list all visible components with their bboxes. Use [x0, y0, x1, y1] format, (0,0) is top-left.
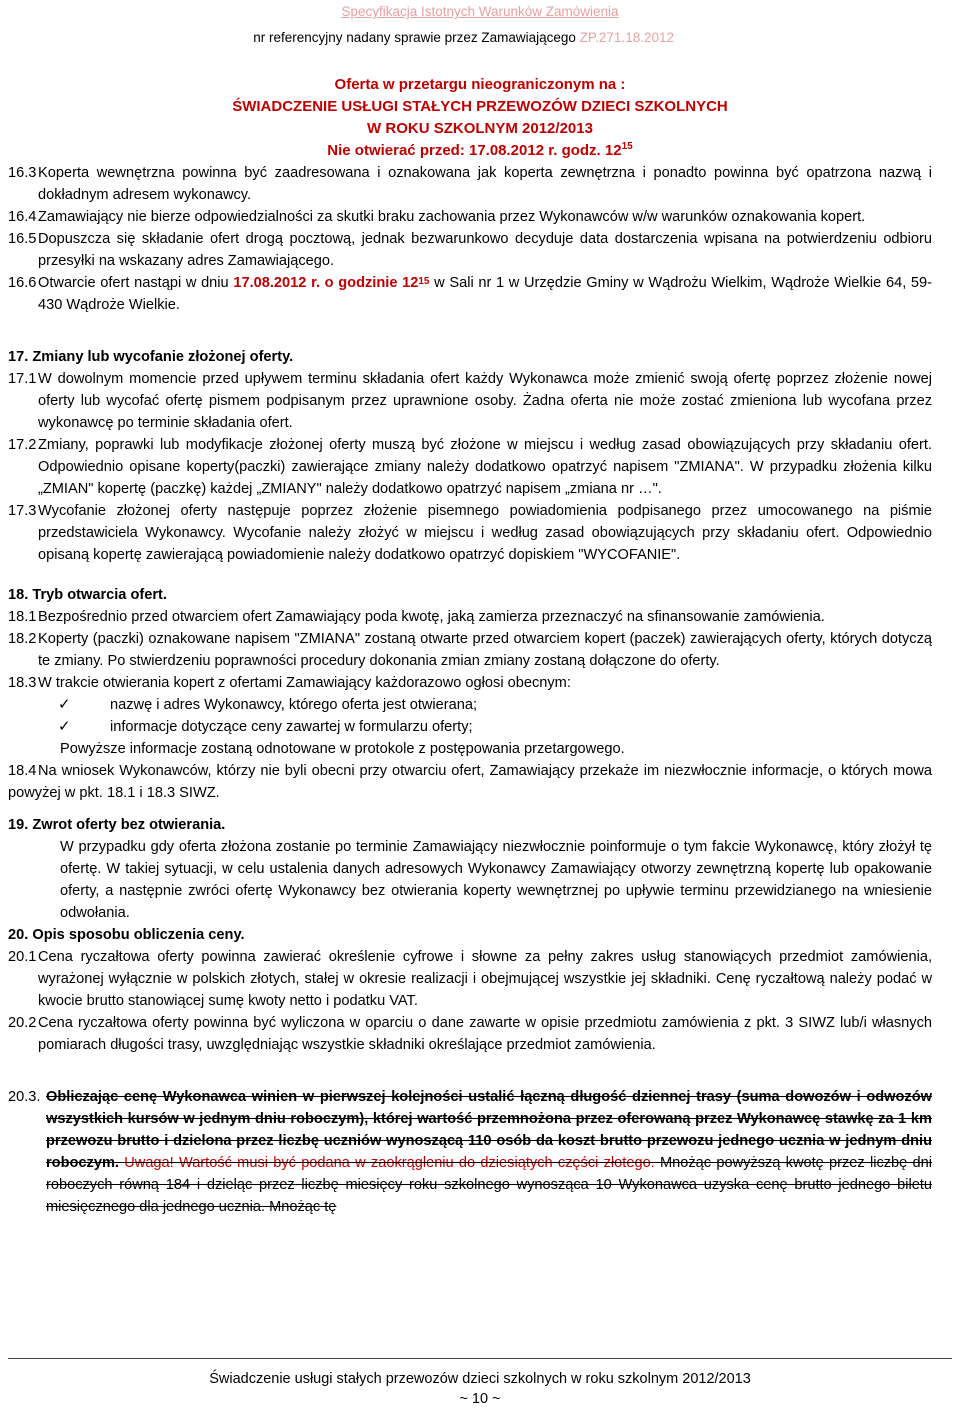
- para-text: Zamawiający nie bierze odpowiedzialności za skutki braku zachowania przez Wykonawców w/w warunków oznakowania kopert.: [38, 209, 866, 225]
- para-16-3: [8, 162, 932, 206]
- para-number: 18.2: [8, 631, 37, 647]
- para-number: 17.3: [8, 503, 37, 519]
- para-number: 16.6: [8, 275, 37, 291]
- para-number: 17.2: [8, 437, 37, 453]
- para-text: Na wniosek Wykonawców, którzy nie byli obecni przy otwarciu ofert, Zamawiający przekaże im niezwłocznie informacje, o których mowa powyżej w pkt. 18.1 i 18.3 SIWZ.: [8, 763, 932, 801]
- para-18-3-after: Powyższe informacje zostaną odnotowane w protokole z postępowania przetargowego.: [60, 741, 625, 757]
- para-16-4: [8, 206, 932, 228]
- opening-date: 17.08.2012 r. o godzinie $12^{15}$: [233, 275, 430, 291]
- checkmark-icon: ✓: [58, 696, 71, 713]
- para-text: W dowolnym momencie przed upływem terminu składania ofert każdy Wykonawca może zmienić swoją ofertę poprzez złożenie nowej oferty lub wycofać ofertę pismem podpisanym przez uprawnione osoby. Żadna oferta nie może zostać zmieniona lub wycofana przez wykonawcę po terminie składania ofert.: [38, 371, 932, 431]
- para-16-6: [8, 272, 932, 316]
- para-number: 20.2: [8, 1015, 37, 1031]
- para-17-1: [8, 368, 932, 434]
- checklist-text: nazwę i adres Wykonawcy, którego oferta jest otwierana;: [110, 697, 478, 713]
- para-number: 17.1: [8, 371, 37, 387]
- ref-number: ZP.271.18.2012: [579, 30, 674, 45]
- section-19-heading: 19. Zwrot oferty bez otwierania.: [8, 817, 226, 833]
- para-number: 20.3.: [8, 1089, 41, 1105]
- page-number: ~ 10 ~: [459, 1391, 501, 1407]
- spec-title: Specyfikacja Istotnych Warunków Zamówienia: [341, 4, 619, 19]
- para-20-2: [8, 1012, 932, 1056]
- document-body: [8, 162, 932, 1218]
- para-text: Zmiany, poprawki lub modyfikacje złożonej oferty muszą być złożone w miejscu i według zasad obowiązujących przy składaniu ofert. Odpowiednio opisane koperty(paczki) zawierające zmiany należy dodatkowo opatrzyć napisem "ZMIANA". W przypadku złożenia kilku „ZMIAN" kopertę (paczkę) każdej „ZMIANY" należy dodatkowo opatrzyć napisem „zmiana nr …".: [38, 437, 932, 497]
- section-20-heading: 20. Opis sposobu obliczenia ceny.: [8, 927, 245, 943]
- warning-text: Uwaga! Wartość musi być podana w zaokrągleniu do dziesiątych części złotego.: [124, 1155, 655, 1171]
- section-17-heading: 17. Zmiany lub wycofanie złożonej oferty.: [8, 349, 294, 365]
- ref-prefix: nr referencyjny nadany sprawie przez Zamawiającego: [253, 30, 576, 45]
- title-line-4: Nie otwierać przed: 17.08.2012 r. godz. $12^{15}$: [327, 141, 633, 159]
- para-text: Wycofanie złożonej oferty następuje poprzez złożenie pisemnego powiadomienia podpisanego przez umocowanego na piśmie przedstawiciela Wykonawcy. Wycofanie należy złożyć w miejscu i według zasad obowiązujących przy składaniu ofert. Odpowiednio opisaną kopertę zawierającą powiadomienie należy dodatkowo opatrzyć dopiskiem "WYCOFANIE".: [38, 503, 932, 563]
- para-18-2: [8, 628, 932, 672]
- para-number: 16.4: [8, 209, 37, 225]
- para-text: Koperty (paczki) oznakowane napisem "ZMIANA" zostaną otwarte przed otwarciem kopert (paczek) zawierających oferty, których dotyczą te zmiany. Po stwierdzeniu poprawności procedury dokonania zmian zmiany zostaną dołączone do oferty.: [38, 631, 932, 669]
- para-number: 16.3: [8, 165, 37, 181]
- para-text: Dopuszcza się składanie ofert drogą pocztową, jednak bezwarunkowo decyduje data dostarczenia wpisana na potwierdzeniu odbioru przesyłki na wskazany adres Zamawiającego.: [38, 231, 932, 269]
- para-number: 16.5: [8, 231, 37, 247]
- reference-header: [253, 30, 674, 45]
- para-text: Cena ryczałtowa oferty powinna być wyliczona w oparciu o dane zawarte w opisie przedmiotu zamówienia z pkt. 3 SIWZ lub/i własnych pomiarach długości trasy, uwzględniając wszystkie składniki określające przedmiot zamówienia.: [38, 1015, 932, 1053]
- checklist-text: informacje dotyczące ceny zawartej w formularzu oferty;: [110, 719, 473, 735]
- para-19: W przypadku gdy oferta złożona zostanie po terminie Zamawiający niezwłocznie poinformuje o tym fakcie Wykonawcę, który złożył tę ofertę. W takiej sytuacji, w celu ustalenia danych adresowych Wykonawcy Zamawiający otworzy zewnętrzną kopertę lub opakowanie oferty, a następnie zwróci ofertę Wykonawcy bez otwierania koperty wewnętrznej po upływie terminu przewidzianego na wniesienie odwołania.: [60, 839, 932, 921]
- para-text: Bezpośrednio przed otwarciem ofert Zamawiający poda kwotę, jaką zamierza przeznaczyć na sfinansowanie zamówienia.: [38, 609, 825, 625]
- offer-title-block: [0, 74, 960, 162]
- checkmark-icon: ✓: [58, 718, 71, 735]
- para-number: 18.3: [8, 675, 37, 691]
- checklist-item: [8, 694, 932, 716]
- para-18-1: [8, 606, 932, 628]
- title-hour-sup: 15: [621, 141, 633, 152]
- para-number: 20.1: [8, 949, 37, 965]
- para-17-2: [8, 434, 932, 500]
- checklist-item: [8, 716, 932, 738]
- para-text: Cena ryczałtowa oferty powinna zawierać określenie cyfrowe i słowne za pełny zakres usług stanowiących przedmiot zamówienia, wyrażonej wyłącznie w polskich złotych, stałej w okresie realizacji i obejmującej wszystkie jej składniki. Cenę ryczałtową należy podać w kwocie brutto stanowiącej sumę kwoty netto i podatku VAT.: [38, 949, 932, 1009]
- section-18-heading: 18. Tryb otwarcia ofert.: [8, 587, 167, 603]
- footer-divider: [8, 1358, 952, 1359]
- title-line-1: Oferta w przetargu nieograniczonym na :: [334, 76, 626, 93]
- para-18-4: [8, 760, 932, 804]
- para-18-3: [8, 672, 932, 694]
- para-number: 18.1: [8, 609, 37, 625]
- footer-text: Świadczenie usługi stałych przewozów dzieci szkolnych w roku szkolnym 2012/2013: [209, 1371, 751, 1387]
- spec-header: [0, 4, 960, 19]
- para-text: Koperta wewnętrzna powinna być zaadresowana i oznakowana jak koperta zewnętrzna i ponadto powinna być opatrzona nazwą i dokładnym adresem wykonawcy.: [38, 165, 932, 203]
- para-text: Obliczając cenę Wykonawca winien w pierwszej kolejności ustalić łączną długość dziennej trasy (suma dowozów i odwozów wszystkich kursów w jednym dniu roboczym), której wartość przemnożona przez oferowaną przez Wykonawcę stawkę za 1 km przewozu brutto i dzielona przez liczbę uczniów wynoszącą 110 osób da koszt brutto przewozu jednego ucznia w jednym dniu roboczym. Uwaga! Wartość musi być podana w zaokrągleniu do dziesiątych części złotego. Mnożąc powyższą kwotę przez liczbę dni roboczych równą 184 i dzieląc przez liczbę miesięcy roku szkolnego wynosząca 10 Wykonawca uzyska cenę brutto jednego biletu miesięcznego dla jednego ucznia. Mnożąc tę: [46, 1089, 932, 1215]
- para-text: Otwarcie ofert nastąpi w dniu 17.08.2012 r. o godzinie $12^{15}$ w Sali nr 1 w Urzędzie Gminy w Wądrożu Wielkim, Wądroże Wielkie 64, 59-430 Wądroże Wielkie.: [38, 275, 933, 313]
- para-20-3-struck: [8, 1086, 932, 1218]
- para-text: W trakcie otwierania kopert z ofertami Zamawiający każdorazowo ogłosi obecnym:: [38, 675, 571, 691]
- para-16-5: [8, 228, 932, 272]
- para-20-1: [8, 946, 932, 1012]
- para-number: 18.4: [8, 763, 37, 779]
- para-17-3: [8, 500, 932, 566]
- title-line-3: W ROKU SZKOLNYM 2012/2013: [367, 120, 593, 137]
- title-line-2: ŚWIADCZENIE USŁUGI STAŁYCH PRZEWOZÓW DZIECI SZKOLNYCH: [232, 98, 728, 115]
